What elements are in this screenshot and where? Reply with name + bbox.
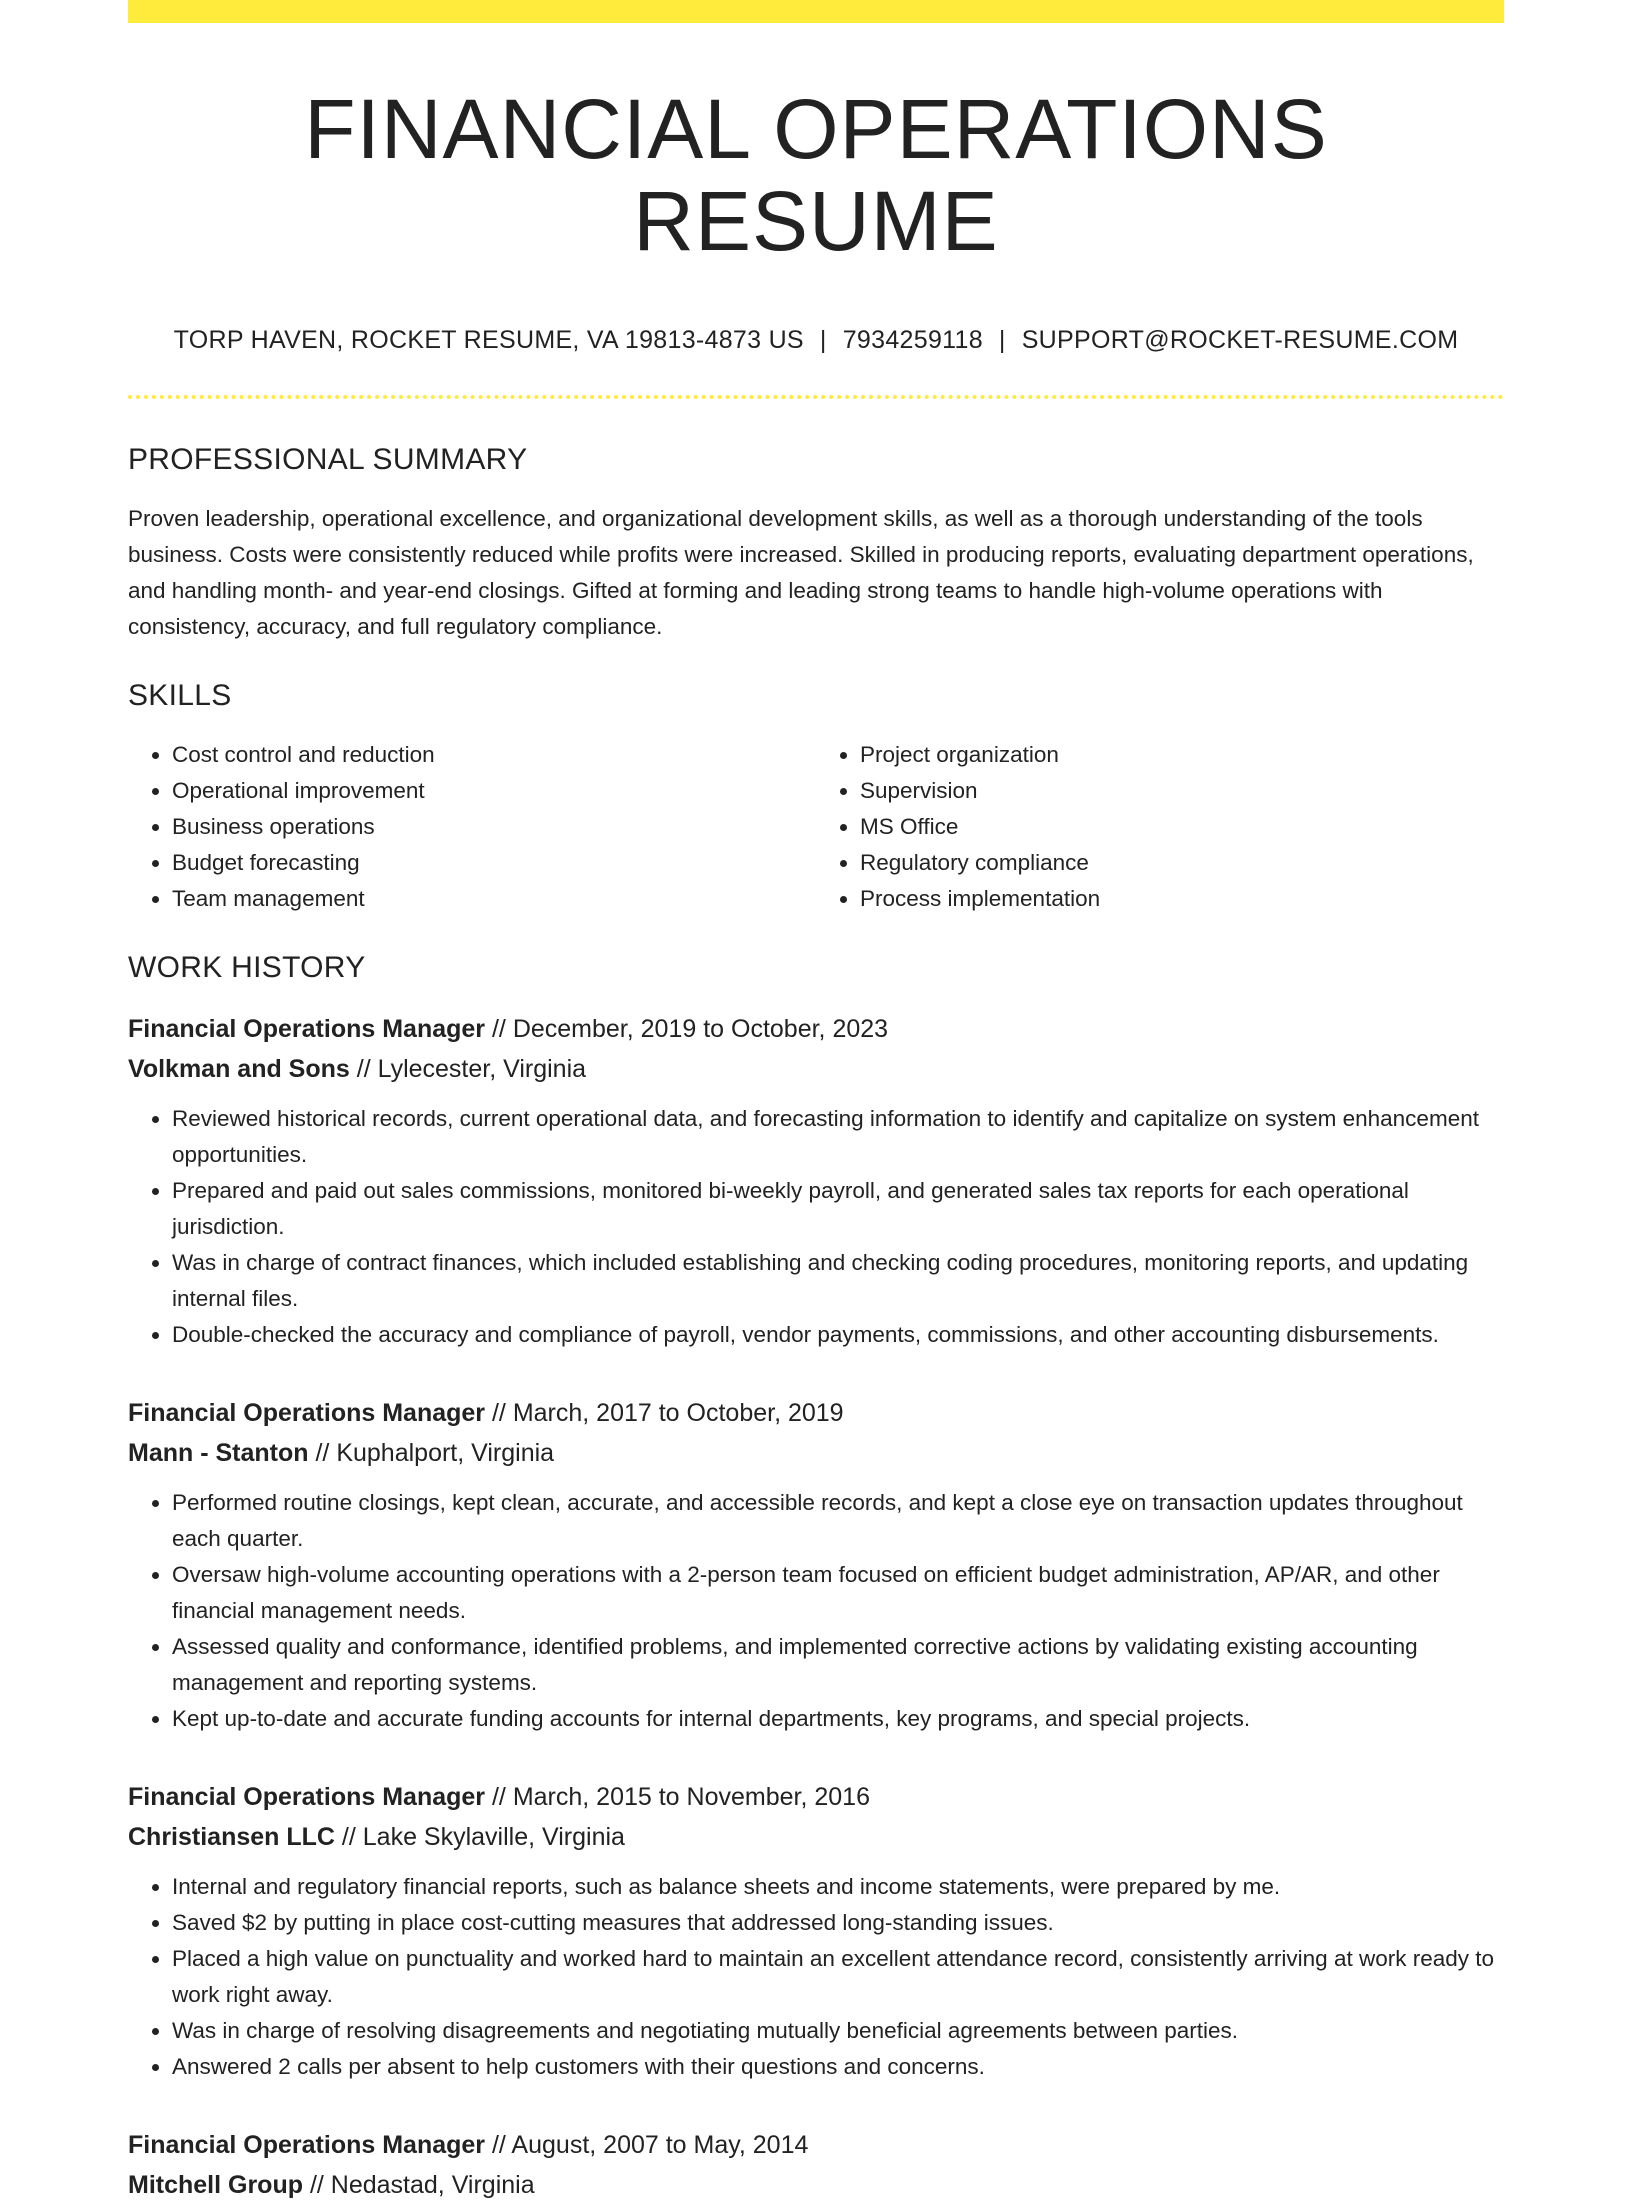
skill-item: • Team management — [172, 881, 816, 917]
contact-line — [128, 326, 1504, 355]
job-bullet: • Placed a high value on punctuality and worked hard to maintain an excellent attendance record, consistently arriving at work ready to work right away. — [172, 1941, 1504, 2013]
job-location: // Lylecester, Virginia — [349, 1054, 587, 1083]
job-bullet: • Reviewed historical records, current operational data, and forecasting information to identify and capitalize on system enhancement opportunities. — [172, 1101, 1504, 1173]
job-dates: // December, 2019 to October, 2023 — [485, 1014, 889, 1043]
skill-item: • MS Office — [860, 809, 1504, 845]
job-bullets — [128, 1869, 1504, 2085]
skill-item: • Budget forecasting — [172, 845, 816, 881]
job-company: Mitchell Group — [128, 2170, 303, 2199]
skills-column-left — [128, 737, 816, 917]
job-company-line — [128, 1433, 1504, 1473]
job-company-line — [128, 1817, 1504, 1857]
job-bullet: • Double-checked the accuracy and compliance of payroll, vendor payments, commissions, and other accounting disbursements. — [172, 1317, 1504, 1353]
job-bullet: • Performed routine closings, kept clean, accurate, and accessible records, and kept a close eye on transaction updates throughout each quarter. — [172, 1485, 1504, 1557]
skill-item: • Cost control and reduction — [172, 737, 816, 773]
contact-separator: | — [998, 325, 1006, 354]
job-dates: // March, 2017 to October, 2019 — [485, 1398, 844, 1427]
job-title-line — [128, 1777, 1504, 1817]
skills-heading: SKILLS — [128, 678, 232, 712]
job-dates: // August, 2007 to May, 2014 — [485, 2130, 809, 2159]
job-bullet: • Assessed quality and conformance, identified problems, and implemented corrective actions by validating existing accounting management and reporting systems. — [172, 1629, 1504, 1701]
job-location: // Kuphalport, Virginia — [308, 1438, 555, 1467]
accent-bar — [128, 0, 1504, 23]
skill-item: • Project organization — [860, 737, 1504, 773]
job-title: Financial Operations Manager — [128, 1782, 486, 1811]
job-company: Volkman and Sons — [128, 1054, 350, 1083]
skill-item: • Operational improvement — [172, 773, 816, 809]
resume-page — [128, 0, 1504, 2205]
job-bullet: • Oversaw high-volume accounting operations with a 2-person team focused on efficient budget administration, AP/AR, and other financial management needs. — [172, 1557, 1504, 1629]
job-title: Financial Operations Manager — [128, 2130, 486, 2159]
job-bullets — [128, 1485, 1504, 1737]
skill-item: • Process implementation — [860, 881, 1504, 917]
resume-title: FINANCIAL OPERATIONS RESUME — [304, 82, 1328, 269]
dotted-divider — [128, 395, 1504, 399]
job-title: Financial Operations Manager — [128, 1014, 486, 1043]
job-title-line — [128, 1009, 1504, 1049]
contact-phone: 7934259118 — [842, 325, 983, 354]
skill-item: • Supervision — [860, 773, 1504, 809]
job-company: Christiansen LLC — [128, 1822, 335, 1851]
job-title-line — [128, 2125, 1504, 2165]
job-location: // Nedastad, Virginia — [303, 2170, 535, 2199]
job-bullet: • Answered 2 calls per absent to help customers with their questions and concerns. — [172, 2049, 1504, 2085]
job-company-line — [128, 2165, 1504, 2205]
skill-item: • Regulatory compliance — [860, 845, 1504, 881]
skill-item: • Business operations — [172, 809, 816, 845]
job-bullet: • Saved $2 by putting in place cost-cutting measures that addressed long-standing issues. — [172, 1905, 1504, 1941]
job-title: Financial Operations Manager — [128, 1398, 486, 1427]
job-title-line — [128, 1393, 1504, 1433]
job-bullet: • Was in charge of contract finances, which included establishing and checking coding procedures, monitoring reports, and updating internal files. — [172, 1245, 1504, 1317]
job-bullet: • Kept up-to-date and accurate funding accounts for internal departments, key programs, and special projects. — [172, 1701, 1504, 1737]
job-bullet: • Was in charge of resolving disagreements and negotiating mutually beneficial agreements between parties. — [172, 2013, 1504, 2049]
job-location: // Lake Skylaville, Virginia — [334, 1822, 625, 1851]
job-entry — [128, 1393, 1504, 1737]
job-bullet: • Internal and regulatory financial reports, such as balance sheets and income statements, were prepared by me. — [172, 1869, 1504, 1905]
work-history-heading: WORK HISTORY — [128, 950, 366, 984]
skills-list — [128, 737, 1504, 917]
job-company-line — [128, 1049, 1504, 1089]
job-bullet: • Prepared and paid out sales commissions, monitored bi-weekly payroll, and generated sales tax reports for each operational jurisdiction. — [172, 1173, 1504, 1245]
contact-separator: | — [819, 325, 827, 354]
job-dates: // March, 2015 to November, 2016 — [485, 1782, 870, 1811]
job-entry — [128, 1009, 1504, 1353]
contact-address: TORP HAVEN, ROCKET RESUME, VA 19813-4873 US — [173, 325, 804, 354]
contact-email: SUPPORT@ROCKET-RESUME.COM — [1021, 325, 1459, 354]
summary-text: Proven leadership, operational excellence, and organizational development skills, as well as a thorough understanding of the tools business. Costs were consistently reduced while profits were increased. Skilled in producing reports, evaluating department operations, and handling month- and year-end closings. Gifted at forming and leading strong teams to handle high-volume operations with consistency, accuracy, and full regulatory compliance. — [128, 505, 1474, 639]
summary-heading: PROFESSIONAL SUMMARY — [128, 442, 528, 476]
job-entry — [128, 2125, 1504, 2205]
job-bullets — [128, 1101, 1504, 1353]
job-company: Mann - Stanton — [128, 1438, 309, 1467]
skills-column-right — [816, 737, 1504, 917]
job-entry — [128, 1777, 1504, 2085]
